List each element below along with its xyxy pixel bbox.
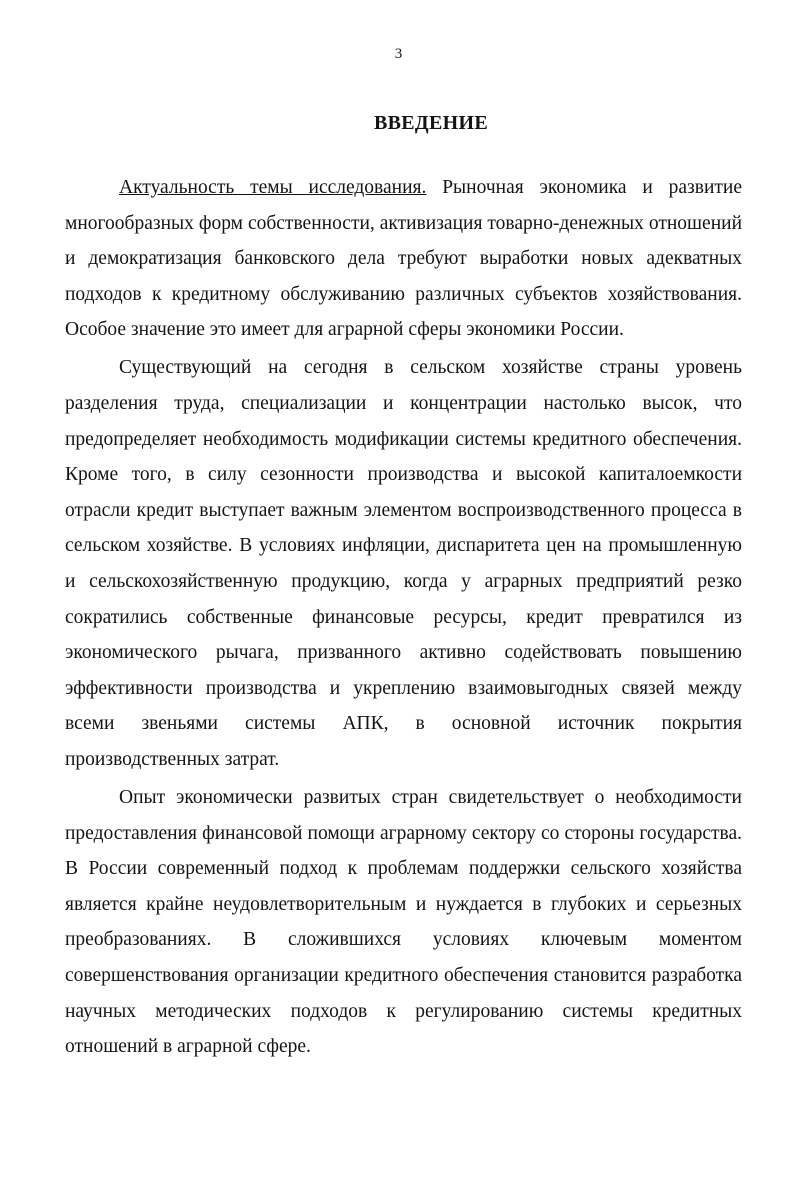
paragraph-labor-division: Существующий на сегодня в сельском хозяйстве страны уровень разделения труда, специализации и концентрации настолько высок, что предопределяет необходимость модификации системы кредитного обеспечения. Кроме того, в силу сезонности производства и высокой капиталоемкости отрасли кредит выступает важным элементом воспроизводственного процесса в сельском хозяйстве. В условиях инфляции, диспаритета цен на промышленную и сельскохозяйственную продукцию, когда у аграрных предприятий резко сократились собственные финансовые ресурсы, кредит превратился из экономического рычага, призванного активно содействовать повышению эффективности производства и укреплению взаимовыгодных связей между всеми звеньями системы АПК, в основной источник покрытия производственных затрат. <box>65 357 742 770</box>
section-heading: ВВЕДЕНИЕ <box>374 112 488 134</box>
paragraph-foreign-experience: Опыт экономически развитых стран свидетельствует о необходимости предоставления финансовой помощи аграрному сектору со стороны государства. В России современный подход к проблемам поддержки сельского хозяйства является крайне неудовлетворительным и нуждается в глубоких и серьезных преобразованиях. В сложившихся условиях ключевым моментом совершенствования организации кредитного обеспечения становится разработка научных методических подходов к регулированию системы кредитных отношений в аграрной сфере. <box>65 787 742 1058</box>
paragraph-relevance <box>65 170 742 348</box>
page-number: 3 <box>394 46 403 62</box>
relevance-lead: Актуальность темы исследования. <box>119 177 427 198</box>
document-body <box>65 170 742 1067</box>
paragraph-text: Рыночная экономика и развитие многообразных форм собственности, активизация товарно-денежных отношений и демократизация банковского дела требуют выработки новых адекватных подходов к кредитному обслуживанию различных субъектов хозяйствования. Особое значение это имеет для аграрной сферы экономики России. <box>65 177 743 341</box>
